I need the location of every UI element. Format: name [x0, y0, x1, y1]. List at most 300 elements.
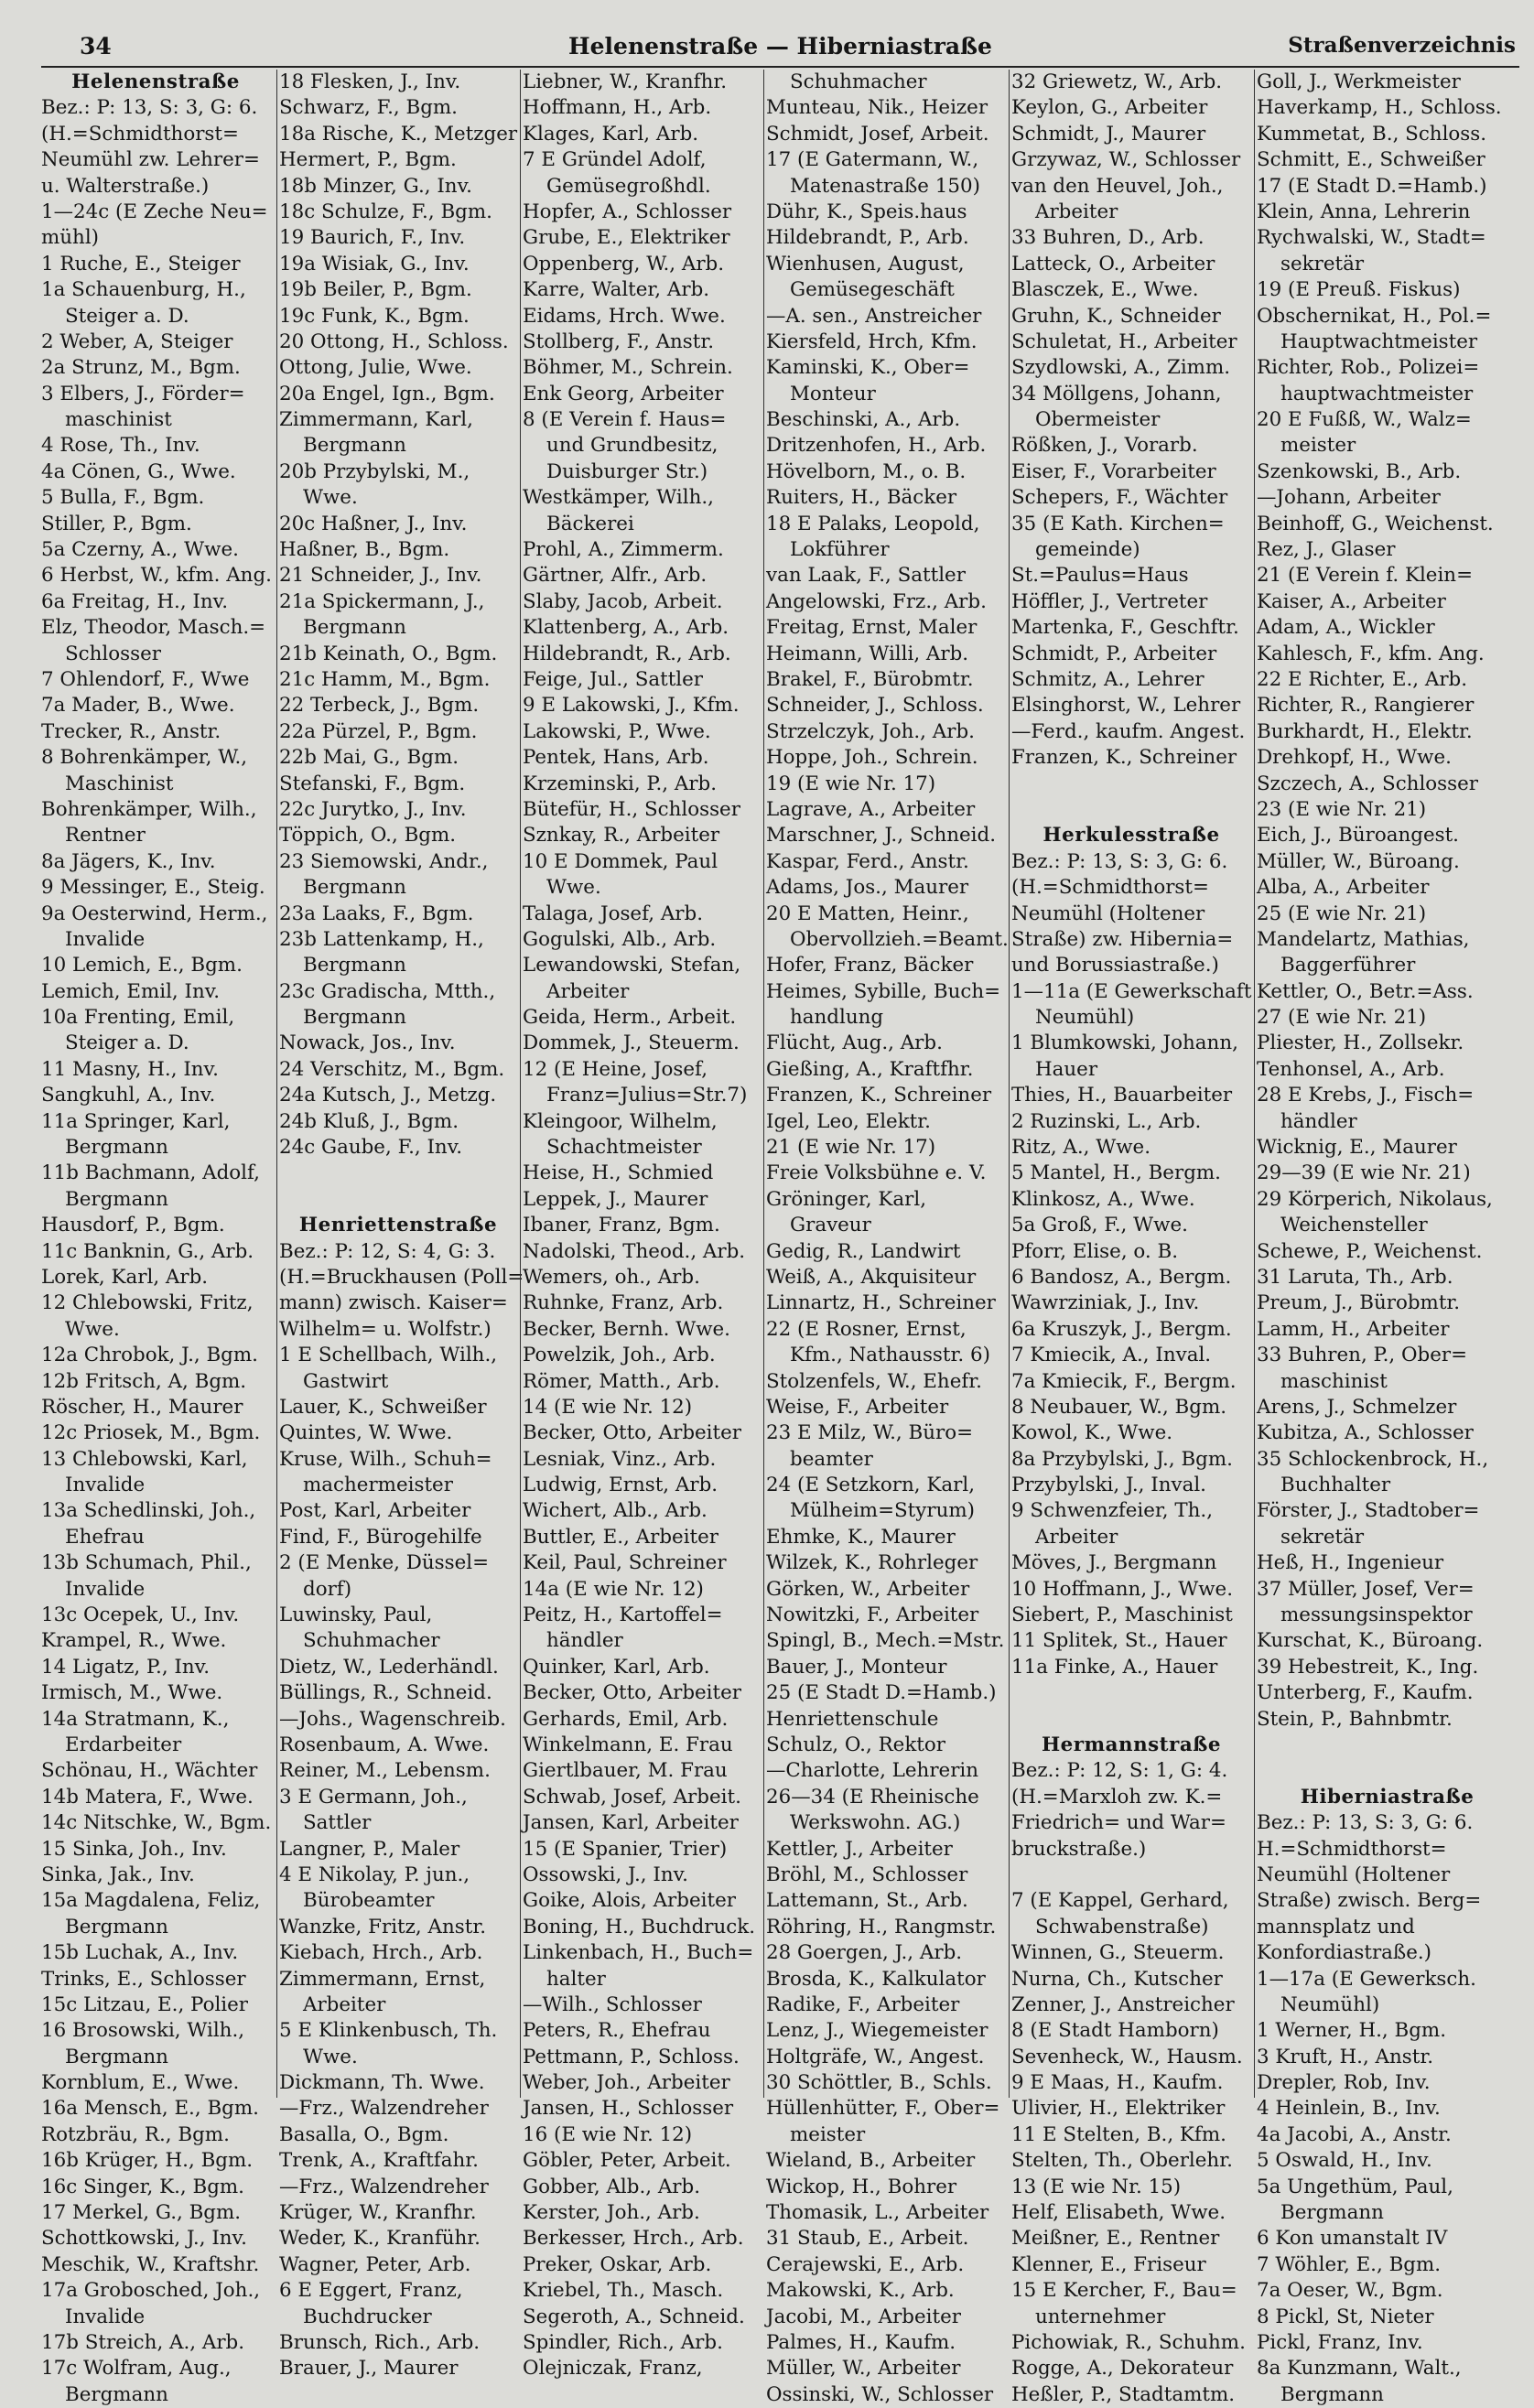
directory-entry: 7 Kmiecik, A., Inval. — [1011, 1344, 1212, 1367]
directory-entry: Boning, H., Buchdruck. — [523, 1915, 756, 1938]
directory-entry: Gerhards, Emil, Arb. — [523, 1707, 729, 1731]
directory-entry: Feige, Jul., Sattler — [523, 667, 704, 691]
directory-entry: 12a Chrobok, J., Bgm. — [41, 1344, 258, 1367]
directory-entry: 21 (E Verein f. Klein= — [1257, 564, 1473, 588]
directory-entry: 5a Groß, F., Wwe. — [1011, 1214, 1188, 1237]
directory-entry: 24b Kluß, J., Bgm. — [279, 1109, 459, 1133]
directory-entry: Stefanski, F., Bgm. — [279, 772, 466, 795]
directory-entry: Winkelmann, E. Frau — [523, 1733, 733, 1756]
directory-entry: Weder, K., Kranführ. — [279, 2227, 481, 2251]
directory-entry: Bauer, J., Monteur — [766, 1655, 947, 1679]
directory-entry: 8 Bohrenkämper, W., — [41, 746, 248, 770]
directory-entry: 7a Kmiecik, F., Bergm. — [1011, 1369, 1237, 1393]
entry-continuation: Wwe. — [65, 1317, 120, 1341]
spacer — [1257, 1758, 1518, 1784]
directory-entry: 1—24c (E Zeche Neu= — [41, 200, 268, 223]
directory-entry: 19 (E Preuß. Fiskus) — [1257, 278, 1461, 302]
entry-continuation: Hauer — [1035, 1057, 1098, 1081]
entry-continuation: Matenastraße 150) — [790, 174, 980, 198]
directory-entry: 14b Matera, F., Wwe. — [41, 1785, 254, 1809]
directory-entry: Quintes, W. Wwe. — [279, 1421, 453, 1445]
directory-entry: (H.=Schmidthorst= — [1011, 876, 1209, 900]
directory-entry: Freitag, Ernst, Maler — [766, 616, 978, 640]
directory-entry: Talaga, Josef, Arb. — [523, 902, 704, 925]
entry-continuation: hauptwachtmeister — [1280, 382, 1474, 405]
directory-entry: 19b Beiler, P., Bgm. — [279, 278, 472, 302]
directory-entry: Gedig, R., Landwirt — [766, 1239, 961, 1263]
directory-entry: Cerajewski, E., Arb. — [766, 2252, 965, 2276]
directory-entry: 14 Ligatz, P., Inv. — [41, 1655, 211, 1679]
directory-entry: 15 E Kercher, F., Bau= — [1011, 2279, 1237, 2303]
directory-entry: Rychwalski, W., Stadt= — [1257, 226, 1486, 250]
directory-entry: 6a Kruszyk, J., Bergm. — [1011, 1317, 1232, 1341]
directory-entry: Kleingoor, Wilhelm, — [523, 1109, 718, 1133]
directory-entry: Berkesser, Hrch., Arb. — [523, 2227, 744, 2251]
directory-entry: Martenka, F., Geschftr. — [1011, 616, 1239, 640]
directory-entry: Jansen, Karl, Arbeiter — [523, 1811, 739, 1835]
entry-continuation: Steiger a. D. — [65, 1031, 189, 1055]
directory-entry: 10a Frenting, Emil, — [41, 1006, 235, 1030]
directory-entry: Pettmann, P., Schloss. — [523, 2045, 740, 2068]
directory-entry: 27 (E wie Nr. 21) — [1257, 1006, 1427, 1030]
directory-entry: Sangkuhl, A., Inv. — [41, 1084, 216, 1107]
column-1 — [41, 70, 272, 2406]
directory-entry: Pichowiak, R., Schuhm. — [1011, 2330, 1246, 2354]
entry-continuation: Gastwirt — [303, 1369, 389, 1393]
directory-entry: 22b Mai, G., Bgm. — [279, 746, 459, 770]
directory-entry: Szydlowski, A., Zimm. — [1011, 356, 1231, 380]
entry-continuation: maschinist — [1280, 1369, 1388, 1393]
directory-entry: Drehkopf, H., Wwe. — [1257, 746, 1452, 770]
directory-entry: Oppenberg, W., Arb. — [523, 252, 725, 275]
directory-entry: 9 E Lakowski, J., Kfm. — [523, 694, 740, 718]
directory-entry: 34 Möllgens, Johann, — [1011, 382, 1222, 405]
directory-entry: Elz, Theodor, Masch.= — [41, 616, 266, 640]
entry-continuation: Ehefrau — [65, 1525, 145, 1549]
directory-entry: Preum, J., Bürobmtr. — [1257, 1291, 1461, 1315]
directory-entry: 23 E Milz, W., Büro= — [766, 1421, 974, 1445]
directory-entry: Dühr, K., Speis.haus — [766, 200, 967, 223]
directory-entry: Meschik, W., Kraftshr. — [41, 2252, 260, 2276]
directory-entry: Holtgräfe, W., Angest. — [766, 2045, 985, 2068]
directory-entry: Neumühl zw. Lehrer= — [41, 148, 260, 172]
directory-entry: Latteck, O., Arbeiter — [1011, 252, 1215, 275]
directory-entry: 5a Ungethüm, Paul, — [1257, 2175, 1453, 2198]
entry-continuation: Maschinist — [65, 772, 174, 795]
directory-entry: Lenz, J., Wiegemeister — [766, 2019, 988, 2043]
entry-continuation: messungsinspektor — [1280, 1604, 1473, 1627]
spacer — [1011, 1680, 1251, 1706]
directory-entry: 15 Sinka, Joh., Inv. — [41, 1837, 227, 1861]
directory-entry: Ottong, Julie, Wwe. — [279, 356, 472, 380]
directory-entry: Munteau, Nik., Heizer — [766, 96, 988, 120]
directory-entry: Freie Volksbühne e. V. — [766, 1161, 987, 1185]
directory-entry: Lemich, Emil, Inv. — [41, 979, 221, 1003]
directory-entry: Kaminski, K., Ober= — [766, 356, 970, 380]
directory-entry: Ritz, A., Wwe. — [1011, 1136, 1151, 1160]
directory-entry: Nowitzki, F., Arbeiter — [766, 1604, 979, 1627]
directory-entry: Preker, Oskar, Arb. — [523, 2252, 712, 2276]
directory-entry: Bez.: P: 12, S: 4, G: 3. — [279, 1239, 496, 1263]
directory-entry: 16a Mensch, E., Bgm. — [41, 2097, 259, 2121]
directory-entry: 2a Strunz, M., Bgm. — [41, 356, 241, 380]
directory-entry: 6 Bandosz, A., Bergm. — [1011, 1265, 1232, 1289]
directory-entry: Nurna, Ch., Kutscher — [1011, 1967, 1223, 1991]
directory-entry: 7 Ohlendorf, F., Wwe — [41, 667, 250, 691]
directory-entry: 21b Keinath, O., Bgm. — [279, 642, 498, 665]
directory-entry: Giertlbauer, M. Frau — [523, 1759, 728, 1783]
directory-entry: 19 Baurich, F., Inv. — [279, 226, 466, 250]
directory-entry: Neumühl (Holtener — [1011, 902, 1205, 925]
directory-entry: Krüger, W., Kranfhr. — [279, 2201, 477, 2225]
directory-entry: 25 (E Stadt D.=Hamb.) — [766, 1681, 997, 1705]
entry-continuation: Wwe. — [303, 486, 358, 510]
directory-entry: Trenk, A., Kraftfahr. — [279, 2149, 479, 2173]
directory-entry: Kornblum, E., Wwe. — [41, 2071, 240, 2095]
directory-entry: mühl) — [41, 226, 100, 250]
directory-entry: Lorek, Karl, Arb. — [41, 1265, 209, 1289]
directory-entry: Eich, J., Büroangest. — [1257, 824, 1459, 848]
directory-entry: —A. sen., Anstreicher — [766, 304, 982, 328]
directory-entry: 18a Rische, K., Metzger — [279, 122, 518, 146]
column-separator — [1254, 70, 1255, 2098]
directory-entry: —Johann, Arbeiter — [1257, 486, 1441, 510]
directory-entry: Gruhn, K., Schneider — [1011, 304, 1221, 328]
entry-continuation: Bergmann — [303, 1006, 406, 1030]
directory-entry: Mandelartz, Mathias, — [1257, 927, 1470, 951]
directory-entry: Pentek, Hans, Arb. — [523, 746, 709, 770]
directory-entry: Schmitt, E., Schweißer — [1257, 148, 1485, 172]
directory-entry: Kowol, K., Wwe. — [1011, 1421, 1173, 1445]
entry-continuation: Obervollzieh.=Beamt. — [790, 927, 1009, 951]
directory-entry: Leppek, J., Maurer — [523, 1187, 708, 1211]
directory-entry: 29 Körperich, Nikolaus, — [1257, 1187, 1493, 1211]
directory-entry: Zimmermann, Ernst, — [279, 1967, 486, 1991]
directory-entry: Rotzbräu, R., Bgm. — [41, 2122, 230, 2146]
directory-entry: 13 (E wie Nr. 15) — [1011, 2175, 1182, 2198]
directory-entry: 6a Freitag, H., Inv. — [41, 589, 228, 613]
directory-entry: Wagner, Peter, Arb. — [279, 2252, 471, 2276]
directory-entry: 9 Messinger, E., Steig. — [41, 876, 265, 900]
directory-entry: Wichert, Alb., Arb. — [523, 1499, 708, 1523]
entry-continuation: Monteur — [790, 382, 876, 405]
directory-entry: 15 (E Spanier, Trier) — [523, 1837, 728, 1861]
directory-entry: 33 Buhren, D., Arb. — [1011, 226, 1205, 250]
directory-entry: Tenhonsel, A., Arb. — [1257, 1057, 1445, 1081]
directory-entry: Beschinski, A., Arb. — [766, 408, 961, 432]
directory-entry: 20c Haßner, J., Inv. — [279, 512, 468, 535]
directory-entry: —Wilh., Schlosser — [523, 1992, 702, 2016]
directory-entry: Henriettenschule — [766, 1707, 939, 1731]
entry-continuation: Arbeiter — [1035, 1525, 1118, 1549]
entry-continuation: Gemüsegeschäft — [790, 278, 955, 302]
directory-entry: Wicknig, E., Maurer — [1257, 1136, 1457, 1160]
directory-entry: Unterberg, F., Kaufm. — [1257, 1681, 1474, 1705]
directory-entry: Igel, Leo, Elektr. — [766, 1109, 931, 1133]
directory-entry: Eidams, Hrch. Wwe. — [523, 304, 726, 328]
directory-entry: Müller, W., Arbeiter — [766, 2357, 961, 2381]
directory-entry: 11a Finke, A., Hauer — [1011, 1655, 1218, 1679]
directory-entry: 1 Ruche, E., Steiger — [41, 252, 241, 275]
directory-entry: Slaby, Jacob, Arbeit. — [523, 589, 723, 613]
entry-continuation: Bergmann — [65, 2382, 168, 2406]
directory-entry: Dritzenhofen, H., Arb. — [766, 434, 987, 458]
directory-entry: 20b Przybylski, M., — [279, 459, 470, 483]
directory-entry: Wienhusen, August, — [766, 252, 965, 275]
directory-entry: Kruse, Wilh., Schuh= — [279, 1447, 492, 1471]
directory-entry: Beinhoff, G., Weichenst. — [1257, 512, 1494, 535]
directory-entry: Gogulski, Alb., Arb. — [523, 927, 717, 951]
directory-entry: 19a Wisiak, G., Inv. — [279, 252, 470, 275]
directory-entry: Stolzenfels, W., Ehefr. — [766, 1369, 982, 1393]
directory-entry: Klinkosz, A., Wwe. — [1011, 1187, 1195, 1211]
column-separator — [276, 70, 277, 2098]
directory-entry: Stollberg, F., Anstr. — [523, 329, 715, 353]
directory-entry: 11 E Stelten, B., Kfm. — [1011, 2122, 1226, 2146]
entry-continuation: Buchhalter — [1280, 1474, 1391, 1497]
directory-entry: Wawrziniak, J., Inv. — [1011, 1291, 1200, 1315]
directory-entry: Lakowski, P., Wwe. — [523, 719, 711, 743]
directory-entry: 5 E Klinkenbusch, Th. — [279, 2019, 498, 2043]
directory-entry: Weise, F., Arbeiter — [766, 1395, 949, 1419]
directory-entry: Schwab, Josef, Arbeit. — [523, 1785, 741, 1809]
directory-entry: Sevenheck, W., Hausm. — [1011, 2045, 1243, 2068]
spacer — [1257, 1733, 1518, 1758]
directory-entry: Marschner, J., Schneid. — [766, 824, 997, 848]
directory-entry: 14 (E wie Nr. 12) — [523, 1395, 693, 1419]
column-2 — [279, 70, 524, 2381]
directory-entry: 1 E Schellbach, Wilh., — [279, 1344, 498, 1367]
directory-entry: Kummetat, B., Schloss. — [1257, 122, 1487, 146]
directory-entry: 7 (E Kappel, Gerhard, — [1011, 1889, 1229, 1913]
directory-entry: Friedrich= und War= — [1011, 1811, 1226, 1835]
entry-continuation: Lokführer — [790, 538, 890, 562]
directory-entry: 13a Schedlinski, Joh., — [41, 1499, 256, 1523]
entry-continuation: handlung — [790, 1006, 884, 1030]
directory-entry: 1—11a (E Gewerkschaft — [1011, 979, 1252, 1003]
directory-entry: Hoppe, Joh., Schrein. — [766, 746, 978, 770]
directory-entry: Töppich, O., Bgm. — [279, 824, 457, 848]
directory-entry: 1—17a (E Gewerksch. — [1257, 1967, 1476, 1991]
directory-entry: 9 E Maas, H., Kaufm. — [1011, 2071, 1224, 2095]
directory-entry: Konfordiastraße.) — [1257, 1941, 1432, 1965]
directory-entry: Jansen, H., Schlosser — [523, 2097, 734, 2121]
directory-entry: Becker, Bernh. Wwe. — [523, 1317, 730, 1341]
entry-continuation: Invalide — [65, 2305, 146, 2328]
directory-entry: 20 Ottong, H., Schloss. — [279, 329, 509, 353]
directory-entry: 20 E Fußß, W., Walz= — [1257, 408, 1472, 432]
directory-entry: 24 Verschitz, M., Bgm. — [279, 1057, 505, 1081]
directory-entry: 21 Schneider, J., Inv. — [279, 564, 482, 588]
directory-entry: Richter, R., Rangierer — [1257, 694, 1475, 718]
directory-entry: 30 Schöttler, B., Schls. — [766, 2071, 992, 2095]
directory-entry: 22 (E Rosner, Ernst, — [766, 1317, 967, 1341]
directory-entry: Röhring, H., Rangmstr. — [766, 1915, 997, 1938]
directory-entry: Prohl, A., Zimmerm. — [523, 538, 724, 562]
directory-entry: Brakel, F., Bürobmtr. — [766, 667, 974, 691]
directory-entry: Heimes, Sybille, Buch= — [766, 979, 1001, 1003]
directory-entry: 11b Bachmann, Adolf, — [41, 1161, 260, 1185]
directory-entry: Ibaner, Franz, Bgm. — [523, 1214, 720, 1237]
directory-entry: 1a Schauenburg, H., — [41, 278, 246, 302]
directory-entry: 8a Kunzmann, Walt., — [1257, 2357, 1462, 2381]
directory-entry: Wickop, H., Bohrer — [766, 2175, 957, 2198]
directory-entry: Thies, H., Bauarbeiter — [1011, 1084, 1233, 1107]
entry-continuation: sekretär — [1280, 252, 1365, 275]
directory-entry: 2 Ruzinski, L., Arb. — [1011, 1109, 1202, 1133]
entry-continuation: Arbeiter — [1035, 200, 1118, 223]
directory-entry: 16 (E wie Nr. 12) — [523, 2122, 693, 2146]
directory-entry: 10 Hoffmann, J., Wwe. — [1011, 1577, 1234, 1601]
entry-continuation: Hauptwachtmeister — [1280, 329, 1478, 353]
directory-entry: —Charlotte, Lehrerin — [766, 1759, 979, 1783]
directory-entry: 4 E Nikolay, P. jun., — [279, 1863, 470, 1886]
directory-entry: 8 (E Stadt Hamborn) — [1011, 2019, 1219, 2043]
directory-entry: 5 Bulla, F., Bgm. — [41, 486, 205, 510]
directory-entry: Hoffmann, H., Arb. — [523, 96, 712, 120]
entry-continuation: Duisburger Str.) — [546, 459, 708, 483]
directory-entry: Karre, Walter, Arb. — [523, 278, 710, 302]
entry-continuation: Arbeiter — [303, 1992, 386, 2016]
directory-entry: 39 Hebestreit, K., Ing. — [1257, 1655, 1479, 1679]
directory-entry: Arens, J., Schmelzer — [1257, 1395, 1457, 1419]
directory-entry: H.=Schmidthorst= — [1257, 1837, 1447, 1861]
column-separator — [1009, 70, 1010, 2098]
directory-entry: 4a Jacobi, A., Anstr. — [1257, 2122, 1452, 2146]
directory-entry: Hildebrandt, P., Arb. — [766, 226, 969, 250]
directory-entry: Reiner, M., Lebensm. — [279, 1759, 491, 1783]
entry-continuation: Invalide — [65, 1577, 146, 1601]
directory-entry: 6 E Eggert, Franz, — [279, 2279, 463, 2303]
directory-entry: 5a Czerny, A., Wwe. — [41, 538, 239, 562]
directory-entry: (H.=Marxloh zw. K.= — [1011, 1785, 1223, 1809]
directory-entry: Szenkowski, B., Arb. — [1257, 459, 1462, 483]
entry-continuation: halter — [546, 1967, 606, 1991]
directory-entry: Göbler, Peter, Arbeit. — [523, 2149, 731, 2173]
directory-entry: Heß, H., Ingenieur — [1257, 1551, 1444, 1575]
directory-entry: 19c Funk, K., Bgm. — [279, 304, 470, 328]
directory-entry: 23c Gradischa, Mtth., — [279, 979, 496, 1003]
directory-entry: 22 Terbeck, J., Bgm. — [279, 694, 480, 718]
directory-entry: 8 Pickl, St, Nieter — [1257, 2305, 1434, 2328]
directory-entry: Brauer, J., Maurer — [279, 2357, 459, 2381]
directory-entry: Spindler, Rich., Arb. — [523, 2330, 723, 2354]
entry-continuation: Schachtmeister — [546, 1136, 702, 1160]
directory-entry: Linkenbach, H., Buch= — [523, 1941, 754, 1965]
directory-entry: (H.=Bruckhausen (Poll= — [279, 1265, 524, 1289]
directory-entry: Hermert, P., Bgm. — [279, 148, 457, 172]
page-number: 34 — [80, 33, 112, 59]
directory-entry: Lamm, H., Arbeiter — [1257, 1317, 1450, 1341]
directory-entry: Lesniak, Vinz., Arb. — [523, 1447, 717, 1471]
directory-entry: Szczech, A., Schlosser — [1257, 772, 1479, 795]
directory-entry: 21c Hamm, M., Bgm. — [279, 667, 491, 691]
directory-entry: 16c Singer, K., Bgm. — [41, 2175, 244, 2198]
directory-entry: Gießing, A., Kraftfhr. — [766, 1057, 974, 1081]
directory-entry: 8 Neubauer, W., Bgm. — [1011, 1395, 1227, 1419]
entry-continuation: Bergmann — [303, 954, 406, 977]
directory-entry: 8a Przybylski, J., Bgm. — [1011, 1447, 1233, 1471]
directory-entry: Trecker, R., Anstr. — [41, 719, 221, 743]
entry-continuation: Erdarbeiter — [65, 1733, 182, 1756]
directory-entry: Römer, Matth., Arb. — [523, 1369, 720, 1393]
entry-continuation: sekretär — [1280, 1525, 1365, 1549]
entry-continuation: händler — [1280, 1109, 1357, 1133]
page-header — [41, 33, 1519, 68]
entry-continuation: Schuhmacher — [790, 70, 927, 93]
directory-entry: 11 Masny, H., Inv. — [41, 1057, 219, 1081]
directory-entry: Haßner, B., Bgm. — [279, 538, 450, 562]
directory-entry: Kiersfeld, Hrch, Kfm. — [766, 329, 978, 353]
directory-entry: 29—39 (E wie Nr. 21) — [1257, 1161, 1471, 1185]
directory-entry: 5 Mantel, H., Bergm. — [1011, 1161, 1221, 1185]
directory-entry: bruckstraße.) — [1011, 1837, 1147, 1861]
directory-entry: —Frz., Walzendreher — [279, 2097, 489, 2121]
directory-entry: 28 E Krebs, J., Fisch= — [1257, 1084, 1475, 1107]
directory-entry: Schulz, O., Rektor — [766, 1733, 946, 1756]
directory-entry: Dickmann, Th. Wwe. — [279, 2071, 485, 2095]
directory-entry: mannsplatz und — [1257, 1915, 1415, 1938]
entry-continuation: Steiger a. D. — [65, 304, 189, 328]
directory-entry: Stiller, P., Bgm. — [41, 512, 192, 535]
entry-continuation: beamter — [790, 1447, 873, 1471]
directory-entry: Heimann, Willi, Arb. — [766, 642, 969, 665]
entry-continuation: maschinist — [65, 408, 172, 432]
entry-continuation: Arbeiter — [546, 979, 630, 1003]
directory-entry: Bez.: P: 13, S: 3, G: 6. — [1257, 1811, 1474, 1835]
directory-entry: Makowski, K., Arb. — [766, 2279, 955, 2303]
directory-entry: Kerster, Joh., Arb. — [523, 2201, 700, 2225]
section-title: Straßenverzeichnis — [1288, 33, 1516, 58]
directory-entry: Lauer, K., Schweißer — [279, 1395, 487, 1419]
directory-entry: Peitz, H., Kartoffel= — [523, 1604, 723, 1627]
directory-entry: 7a Mader, B., Wwe. — [41, 694, 235, 718]
directory-entry: 18b Minzer, G., Inv. — [279, 174, 472, 198]
directory-entry: St.=Paulus=Haus — [1011, 564, 1189, 588]
directory-entry: 17 (E Stadt D.=Hamb.) — [1257, 174, 1487, 198]
directory-entry: Olejniczak, Franz, — [523, 2357, 703, 2381]
directory-entry: Trinks, E., Schlosser — [41, 1967, 246, 1991]
directory-entry: 7 E Gründel Adolf, — [523, 148, 707, 172]
directory-entry: 3 E Germann, Joh., — [279, 1785, 468, 1809]
directory-entry: Wieland, B., Arbeiter — [766, 2149, 976, 2173]
directory-entry: 11a Springer, Karl, — [41, 1109, 231, 1133]
directory-entry: Krzeminski, P., Arb. — [523, 772, 718, 795]
spacer — [1011, 797, 1251, 823]
directory-entry: 35 (E Kath. Kirchen= — [1011, 512, 1225, 535]
directory-entry: Pliester, H., Zollsekr. — [1257, 1031, 1464, 1055]
directory-entry: Meißner, E., Rentner — [1011, 2227, 1220, 2251]
directory-entry: Kahlesch, F., kfm. Ang. — [1257, 642, 1485, 665]
directory-entry: (H.=Schmidthorst= — [41, 122, 239, 146]
column-separator — [763, 70, 764, 2098]
directory-entry: 9 Schwenzfeier, Th., — [1011, 1499, 1214, 1523]
directory-entry: 35 Schlockenbrock, H., — [1257, 1447, 1489, 1471]
directory-entry: 21a Spickermann, J., — [279, 589, 485, 613]
directory-entry: Röscher, H., Maurer — [41, 1395, 243, 1419]
directory-entry: Grube, E., Elektriker — [523, 226, 730, 250]
directory-entry: Winnen, G., Steuerm. — [1011, 1941, 1225, 1965]
directory-entry: Schmidt, P., Arbeiter — [1011, 642, 1217, 665]
directory-entry: Spingl, B., Mech.=Mstr. — [766, 1629, 1005, 1653]
directory-entry: 9a Oesterwind, Herm., — [41, 902, 268, 925]
directory-entry: Müller, W., Büroang. — [1257, 849, 1460, 873]
directory-entry: 23 Siemowski, Andr., — [279, 849, 489, 873]
directory-entry: Strzelczyk, Joh., Arb. — [766, 719, 975, 743]
directory-entry: 19 (E wie Nr. 17) — [766, 772, 936, 795]
directory-entry: Wemers, oh., Arb. — [523, 1265, 700, 1289]
directory-entry: Krampel, R., Wwe. — [41, 1629, 227, 1653]
